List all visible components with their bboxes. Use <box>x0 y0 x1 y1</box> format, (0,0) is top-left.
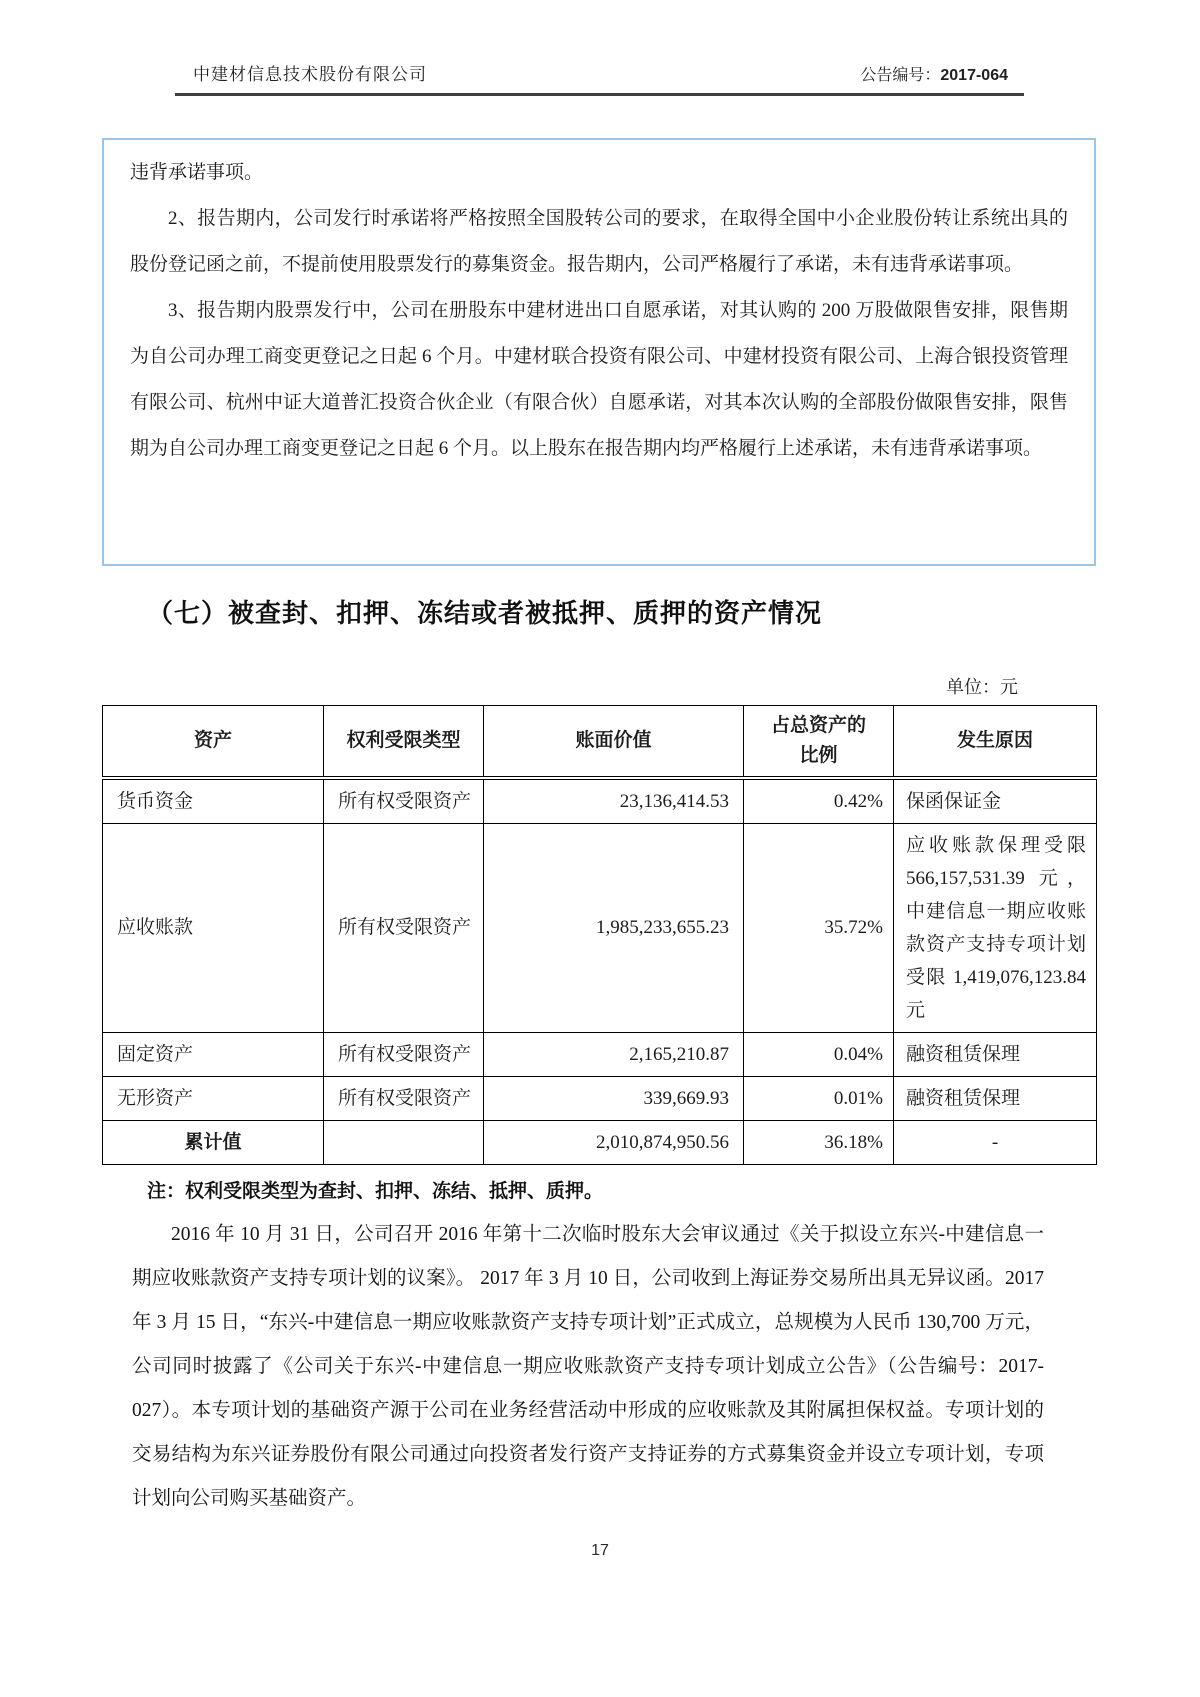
company-name: 中建材信息技术股份有限公司 <box>193 65 427 84</box>
asset-ratio: 0.04% <box>744 1033 894 1077</box>
column-header-asset: 资产 <box>103 706 324 779</box>
commitment-paragraph: 违背承诺事项。 <box>130 162 264 183</box>
notice-number <box>860 62 1008 85</box>
column-header-type: 权利受限类型 <box>324 706 484 779</box>
column-header-reason: 发生原因 <box>894 706 1097 779</box>
book-value: 339,669.93 <box>484 1077 744 1121</box>
book-value: 23,136,414.53 <box>484 778 744 824</box>
table-note: 注：权利受限类型为查封、扣押、冻结、抵押、质押。 <box>147 1181 604 1202</box>
asset-name: 货币资金 <box>103 778 324 824</box>
asset-name: 无形资产 <box>103 1077 324 1121</box>
asset-ratio: 0.01% <box>744 1077 894 1121</box>
section-heading: （七）被查封、扣押、冻结或者被抵押、质押的资产情况 <box>147 598 823 628</box>
column-header-ratio: 占总资产的比例 <box>744 706 894 779</box>
unit-label: 单位：元 <box>946 677 1018 697</box>
body-paragraph: 2016 年 10 月 31 日，公司召开 2016 年第十二次临时股东大会审议通过《关于拟设立东兴-中建信息一期应收账款资产支持专项计划的议案》。 2017 年 3 月 10 日，公司收到上海证券交易所出具无异议函。2017 年 3 月 15 日，“东兴-中建信息一期应收账款资产支持专项计划”正式成立，总规模为人民币 130,700 万元，公司同时披露了《公司关于东兴-中建信息一期应收账款资产支持专项计划成立公告》（公告编号：2017-027）。本专项计划的基础资产源于公司在业务经营活动中形成的应收账款及其附属担保权益。专项计划的交易结构为东兴证券股份有限公司通过向投资者发行资产支持证券的方式募集资金并设立专项计划，专项计划向公司购买基础资产。 <box>132 1224 1044 1509</box>
total-ratio: 36.18% <box>744 1121 894 1165</box>
asset-name: 固定资产 <box>103 1033 324 1077</box>
commitment-paragraph: 3、报告期内股票发行中，公司在册股东中建材进出口自愿承诺，对其认购的 200 万股做限售安排，限售期为自公司办理工商变更登记之日起 6 个月。中建材联合投资有限公司、中建材投资有限公司、上海合银投资管理有限公司、杭州中证大道普汇投资合伙企业（有限合伙）自愿承诺，对其本次认购的全部股份做限售安排，限售期为自公司办理工商变更登记之日起 6 个月。以上股东在报告期内均严格履行上述承诺，未有违背承诺事项。 <box>130 300 1068 459</box>
total-value: 2,010,874,950.56 <box>484 1121 744 1165</box>
commitment-box <box>102 138 1096 566</box>
book-value: 1,985,233,655.23 <box>484 824 744 1033</box>
column-header-value: 账面价值 <box>484 706 744 779</box>
right-type: 所有权受限资产 <box>324 1033 484 1077</box>
book-value: 2,165,210.87 <box>484 1033 744 1077</box>
asset-ratio: 0.42% <box>744 778 894 824</box>
notice-number-label: 公告编号： <box>860 67 941 84</box>
table-row <box>103 824 1097 1033</box>
total-type <box>324 1121 484 1165</box>
document-header <box>175 60 1024 96</box>
total-label: 累计值 <box>103 1121 324 1165</box>
table-row <box>103 1077 1097 1121</box>
table-header-row <box>103 706 1097 779</box>
right-type: 所有权受限资产 <box>324 778 484 824</box>
asset-ratio: 35.72% <box>744 824 894 1033</box>
asset-name: 应收账款 <box>103 824 324 1033</box>
right-type: 所有权受限资产 <box>324 824 484 1033</box>
table-total-row <box>103 1121 1097 1165</box>
page-number: 17 <box>591 1542 609 1559</box>
reason: 保函保证金 <box>894 778 1097 824</box>
table-row <box>103 1033 1097 1077</box>
table-row <box>103 778 1097 824</box>
notice-number-value: 2017-064 <box>940 67 1008 84</box>
reason: 融资租赁保理 <box>894 1077 1097 1121</box>
total-reason: - <box>894 1121 1097 1165</box>
commitment-paragraph: 2、报告期内，公司发行时承诺将严格按照全国股转公司的要求，在取得全国中小企业股份转让系统出具的股份登记函之前，不提前使用股票发行的募集资金。报告期内，公司严格履行了承诺，未有违背承诺事项。 <box>130 208 1068 275</box>
reason: 融资租赁保理 <box>894 1033 1097 1077</box>
restricted-assets-table <box>102 705 1097 1165</box>
right-type: 所有权受限资产 <box>324 1077 484 1121</box>
reason: 应收账款保理受限 566,157,531.39 元，中建信息一期应收账款资产支持专项计划受限 1,419,076,123.84 元 <box>894 824 1097 1033</box>
